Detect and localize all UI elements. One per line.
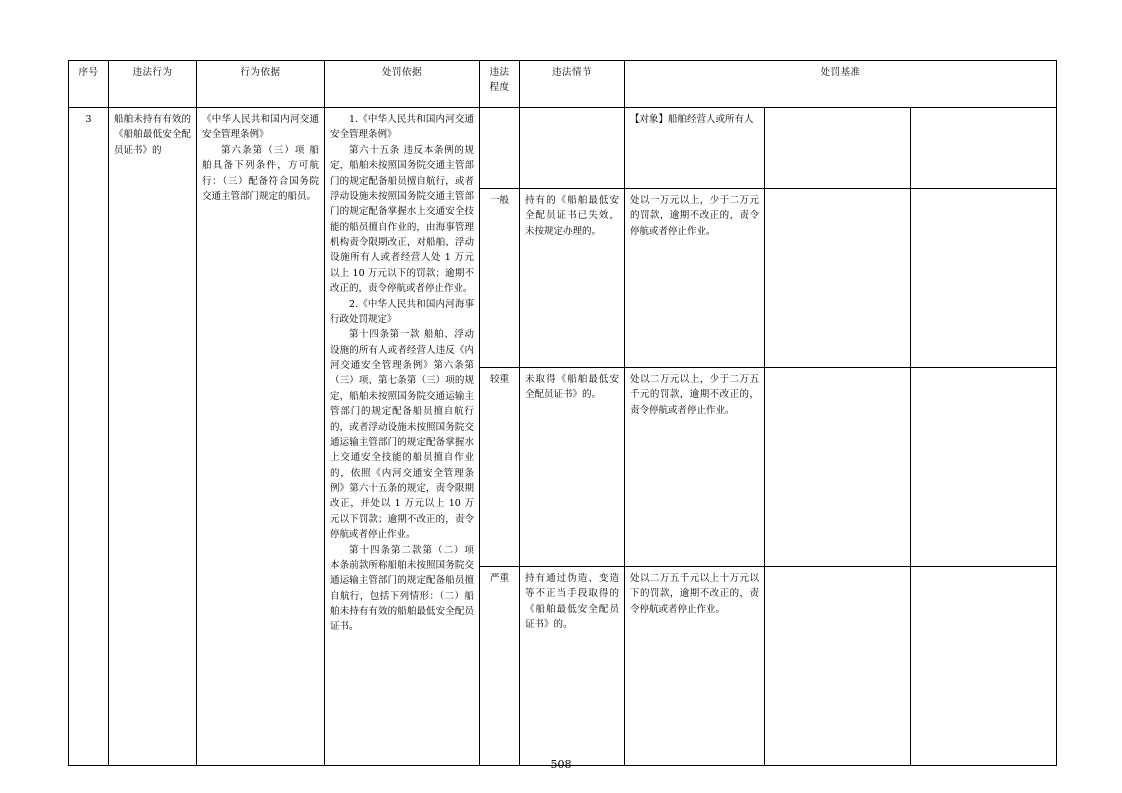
punish-basis-line-2: 2.《中华人民共和国内河海事行政处罚规定》 — [330, 298, 474, 325]
cell-standard: 【对象】船舶经营人或所有人 — [625, 108, 765, 189]
header-seq: 序号 — [69, 61, 109, 108]
cell-punish-basis — [325, 108, 480, 766]
cell-degree: 较重 — [480, 368, 520, 567]
cell-standard: 处以二万元以上，少于二万五千元的罚款，逾期不改正的，责令停航或者停止作业。 — [625, 368, 765, 567]
cell-degree — [480, 108, 520, 189]
cell-blank-2 — [911, 108, 1057, 189]
cell-blank-2 — [911, 189, 1057, 368]
cell-degree: 严重 — [480, 567, 520, 766]
page-number: 508 — [550, 758, 572, 771]
punish-basis-line-3: 第十四条第一款 船舶、浮动设施的所有人或者经营人违反《内河交通安全管理条例》第六条第（三）项、第七条第（三）项的规定，船舶未按照国务院交通运输主管部门的规定配备船员擅自航行的，或者浮动设施未按照国务院交通运输主管部门的规定配备掌握水上交通安全技能的船员擅自作业的，依照《内河交通安全管理条例》第六十五条的规定，责令限期改正，并处以 1 万元以上 10 万元以下罚款；逾期不改正的，责令停航或者停止作业。 — [330, 329, 474, 541]
header-standard: 处罚基准 — [625, 61, 1057, 108]
cell-seq: 3 — [69, 108, 109, 766]
cell-act-basis — [197, 108, 325, 766]
header-detail: 违法情节 — [520, 61, 625, 108]
cell-degree: 一般 — [480, 189, 520, 368]
punish-basis-line-0: 1.《中华人民共和国内河交通安全管理条例》 — [330, 114, 474, 141]
cell-detail: 持有通过伪造、变造等不正当手段取得的《船舶最低安全配员证书》的。 — [520, 567, 625, 766]
table-row — [69, 108, 1057, 189]
act-basis-line-0: 《中华人民共和国内河交通安全管理条例》 — [202, 114, 319, 141]
penalty-standards-table — [68, 60, 1057, 766]
cell-violation: 船舶未持有有效的《船舶最低安全配员证书》的 — [109, 108, 197, 766]
cell-detail: 未取得《船舶最低安全配员证书》的。 — [520, 368, 625, 567]
cell-detail: 持有的《船舶最低安全配员证书已失效，未按规定办理的。 — [520, 189, 625, 368]
cell-blank-1 — [765, 567, 911, 766]
header-violation: 违法行为 — [109, 61, 197, 108]
punish-basis-line-4: 第十四条第二款第（二）项 本条前款所称船舶未按照国务院交通运输主管部门的规定配备船员擅自航行，包括下列情形：（二）船舶未持有有效的船舶最低安全配员证书。 — [330, 544, 474, 633]
cell-detail — [520, 108, 625, 189]
table-header — [69, 61, 1057, 108]
header-punish-basis: 处罚依据 — [325, 61, 480, 108]
cell-blank-1 — [765, 189, 911, 368]
cell-blank-1 — [765, 368, 911, 567]
penalty-table-container — [68, 60, 1056, 766]
cell-standard: 处以一万元以上，少于二万元的罚款，逾期不改正的，责令停航或者停止作业。 — [625, 189, 765, 368]
table-body — [69, 108, 1057, 766]
table-header-row — [69, 61, 1057, 108]
cell-blank-2 — [911, 567, 1057, 766]
punish-basis-line-1: 第六十五条 违反本条例的规定，船舶未按照国务院交通主管部门的规定配备船员擅自航行，或者浮动设施未按照国务院交通主管部门的规定配备掌握水上交通安全技能的船员擅自作业的，由海事管理机构责令限期改正，对船舶、浮动设施所有人或者经营人处 1 万元以上 10 万元以下的罚款；逾期不改正的，责令停航或者停止作业。 — [330, 144, 474, 295]
cell-standard: 处以二万五千元以上十万元以下的罚款，逾期不改正的，责令停航或者停止作业。 — [625, 567, 765, 766]
cell-blank-2 — [911, 368, 1057, 567]
header-degree: 违法程度 — [480, 61, 520, 108]
header-act-basis: 行为依据 — [197, 61, 325, 108]
cell-blank-1 — [765, 108, 911, 189]
act-basis-line-1: 第六条第（三）项 船舶具备下列条件，方可航行：（三）配备符合国务院交通主管部门规定的船员。 — [202, 144, 319, 202]
